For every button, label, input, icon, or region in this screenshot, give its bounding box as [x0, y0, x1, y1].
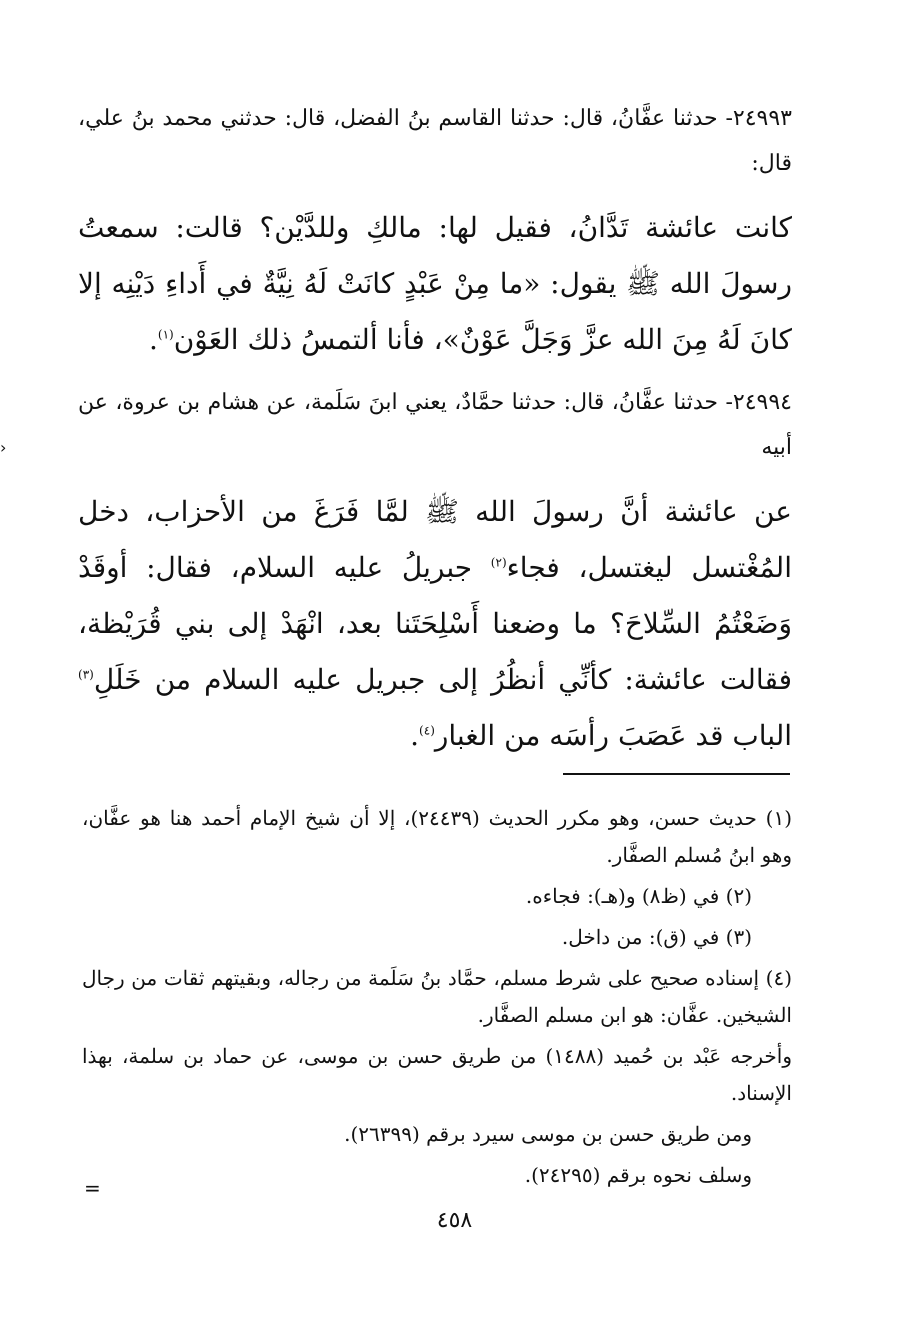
matn-text: . [410, 719, 420, 752]
footnote-2: (٢) في (ظ٨) و(هـ): فجاءه. [525, 884, 752, 908]
hadith-24993-matn [78, 200, 792, 368]
matn-text: كانت عائشة تَدَّانُ، فقيل لها: مالكِ وللدَّيْن؟ قالت: سمعتُ رسولَ الله ﷺ يقول: «ما مِنْ عَبْدٍ كانَتْ لَهُ نِيَّةٌ في أَداءِ دَيْنِه إلا كانَ لَهُ مِنَ الله عزَّ وَجَلَّ عَوْنٌ»، فأنا ألتمسُ ذلك العَوْن [78, 211, 792, 356]
matn-text: . [148, 323, 158, 356]
matn-text: جبريلُ عليه السلام، فقال: أوقَدْ وَضَعْتُمُ السِّلاحَ؟ ما وضعنا أَسْلِحَتَنا بعد، انْهَدْ إلى بني قُرَيْظة، فقالت عائشة: كأنِّي أنظُرُ إلى جبريل عليه السلام من خَلَلِ [78, 551, 792, 696]
footnote-ref-3[interactable]: (٣) [78, 667, 94, 682]
footnotes [82, 800, 792, 1198]
footnote-1: (١) حديث حسن، وهو مكرر الحديث (٢٤٤٣٩)، إلا أن شيخ الإمام أحمد هنا هو عفَّان، وهو ابنُ مُسلم الصفَّار. [82, 806, 792, 867]
footnote-separator [563, 773, 790, 775]
footnote-4-continued: وأخرجه عَبْد بن حُميد (١٤٨٨) من طريق حسن بن موسى، عن حماد بن سلمة، بهذا الإسناد. [82, 1044, 792, 1105]
footnote-ref-4[interactable]: (٤) [419, 723, 435, 738]
footnote-3: (٣) في (ق): من داخل. [561, 925, 752, 949]
matn-text: الباب قد عَصَبَ رأسَه من الغبار [434, 719, 792, 752]
footnote-4-continued: وسلف نحوه برقم (٢٤٢٩٥). [524, 1163, 752, 1187]
footnote-4-continued: ومن طريق حسن بن موسى سيرد برقم (٢٦٣٩٩). [344, 1122, 752, 1146]
hadith-24993-isnad: ٢٤٩٩٣- حدثنا عفَّانُ، قال: حدثنا القاسم بنُ الفضل، قال: حدثني محمد بنُ علي، قال: [78, 106, 792, 176]
hadith-24994-isnad: ٢٤٩٩٤- حدثنا عفَّانُ، قال: حدثنا حمَّادٌ، يعني ابنَ سَلَمة، عن هشام بن عروة، عن أبيه [78, 390, 792, 460]
main-text [78, 96, 792, 776]
footnote-ref-2[interactable]: (٢) [490, 555, 507, 570]
footnote-4: (٤) إسناده صحيح على شرط مسلم، حمَّاد بنُ سَلَمة من رجاله، وبقيتهم ثقات من رجال الشيخين. عفَّان: هو ابن مسلم الصفَّار. [82, 966, 792, 1027]
matn-text: عن عائشة أنَّ رسولَ الله ﷺ لمَّا فَرَغَ من الأحزاب، دخل المُغْتسل ليغتسل، فجاء [78, 495, 792, 584]
hadith-24994-matn [78, 484, 792, 764]
continuation-mark: = [84, 1176, 101, 1200]
margin-mark: › [0, 438, 7, 457]
page-number: ٤٥٨ [436, 1208, 473, 1233]
footnote-ref-1[interactable]: (١) [157, 327, 174, 342]
